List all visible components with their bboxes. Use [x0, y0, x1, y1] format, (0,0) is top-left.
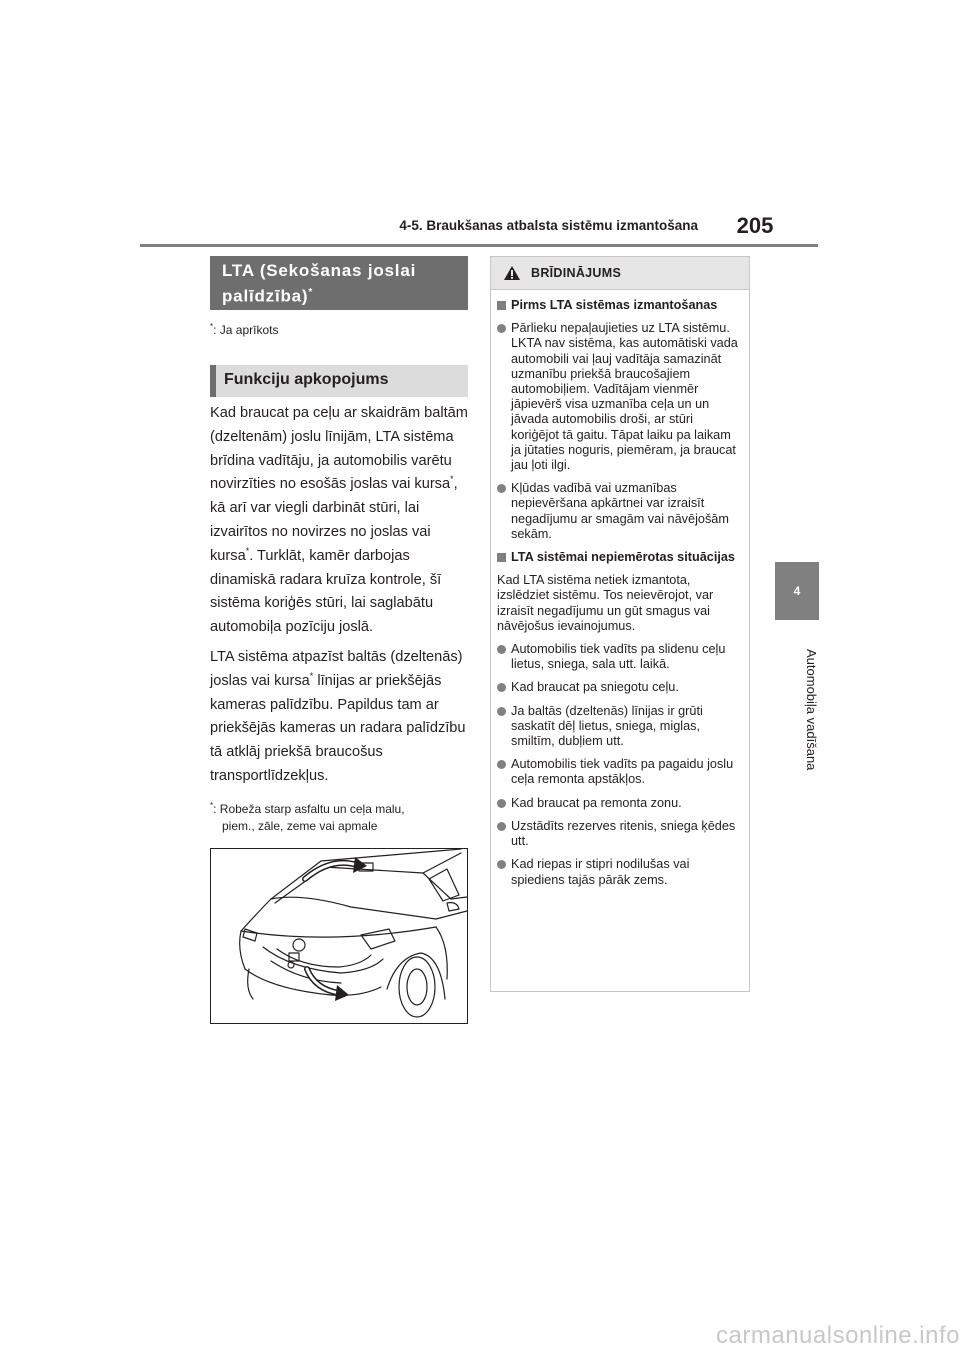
warning-item: Ja baltās (dzeltenās) līnijas ir grūti saskatīt dēļ lietus, sniega, miglas, smiltīm, dubļiem utt.	[497, 704, 741, 750]
warning-body	[491, 298, 749, 888]
section-title	[210, 256, 468, 310]
watermark: carmanualsonline.info	[716, 1322, 960, 1349]
footnote-boundary	[210, 797, 472, 835]
header-rule	[140, 244, 818, 247]
page-number: 205	[736, 213, 774, 238]
running-header: 4-5. Braukšanas atbalsta sistēmu izmantošana	[399, 218, 698, 233]
footnote2-asterisk: *	[210, 801, 214, 810]
footnote-text: : Ja aprīkots	[213, 323, 279, 337]
p1-part-c: . Turklāt, kamēr darbojas dinamiskā radara kruīza kontrole, šī sistēma koriģēs stūri, lai saglabātu automobiļa pozīciju joslā.	[210, 547, 442, 636]
paragraph-1	[210, 402, 472, 640]
subheading: Funkciju apkopojums	[210, 365, 468, 397]
warning-item: Kad braucat pa remonta zonu.	[497, 796, 741, 811]
warning-section-heading: Pirms LTA sistēmas izmantošanas	[497, 298, 741, 313]
p1-part-b: , kā arī var viegli darbināt stūri, lai izvairītos no novirzes no joslas vai kursa	[210, 476, 458, 564]
footnote-equipped	[210, 322, 279, 337]
body-text	[210, 402, 472, 795]
title-asterisk: *	[308, 287, 314, 298]
chapter-number: 4	[793, 584, 801, 598]
warning-item: Uzstādīts rezerves ritenis, sniega ķēdes utt.	[497, 819, 741, 849]
footnote2-text1: : Robeža starp asfaltu un ceļa malu,	[213, 802, 405, 816]
chapter-label: Automobiļa vadīšana	[804, 649, 819, 771]
warning-item: Kad riepas ir stipri nodilušas vai spiediens tajās pārāk zems.	[497, 857, 741, 887]
footnote-asterisk: *	[210, 322, 214, 331]
warning-item: Automobilis tiek vadīts pa pagaidu joslu ceļa remonta apstākļos.	[497, 757, 741, 787]
section-title-text: LTA (Sekošanas joslai palīdzība)	[222, 261, 417, 306]
paragraph-2	[210, 646, 472, 789]
warning-box	[490, 256, 750, 992]
warning-item: Kļūdas vadībā vai uzmanības nepievēršana apkārtnei var izraisīt negadījumu ar smagām vai nāvējošām sekām.	[497, 481, 741, 542]
p1-asterisk-1: *	[450, 474, 454, 485]
p2-part-a: LTA sistēma atpazīst baltās (dzeltenās) joslas vai kursa	[210, 648, 463, 689]
footnote2-line2: piem., zāle, zeme vai apmale	[222, 819, 378, 833]
warning-paragraph: Kad LTA sistēma netiek izmantota, izslēdziet sistēmu. Tos neievērojot, var izraisīt negadījumu un gūt smagus vai nāvējošus ievainojumus.	[497, 573, 714, 633]
car-drawing	[211, 849, 467, 1023]
warning-section-heading: LTA sistēmai nepiemērotas situācijas	[497, 550, 741, 565]
warning-title: BRĪDINĀJUMS	[531, 266, 622, 280]
p2-part-b: līnijas ar priekšējās kameras palīdzību. Papildus tam ar priekšējās kameras un radara palīdzību tā atklāj priekšā braucošus transportlīdzekļus.	[210, 672, 466, 784]
footnote2-line1	[210, 797, 472, 818]
warning-item: Kad braucat pa sniegotu ceļu.	[497, 680, 741, 695]
p1-asterisk-2: *	[245, 545, 250, 556]
warning-item: Pārlieku nepaļaujieties uz LTA sistēmu. LKTA nav sistēma, kas automātiski vada automobili vai ļauj vadītāja samazināt uzmanību priekšā braucošajiem automobiļiem. Vadītājam vienmēr jāpievērš visa uzmanība ceļa un un jāvada automobilis droši, ar stūri koriģējot tā gaitu. Tāpat laiku pa laikam ja jūtaties noguris, piemēram, ja braucat jau ļoti ilgi.	[497, 321, 741, 473]
warning-header	[491, 257, 749, 290]
car-illustration	[210, 848, 468, 1024]
warning-item: Automobilis tiek vadīts pa slidenu ceļu lietus, sniega, sala utt. laikā.	[497, 642, 741, 672]
p1-part-a: Kad braucat pa ceļu ar skaidrām baltām (dzeltenām) joslu līnijām, LTA sistēma brīdina vadītāju, ja automobilis varētu novirzīties no esošās joslas vai kursa	[210, 405, 468, 493]
chapter-tab	[775, 562, 819, 620]
warning-triangle-icon	[503, 265, 521, 281]
p2-asterisk: *	[309, 670, 314, 681]
